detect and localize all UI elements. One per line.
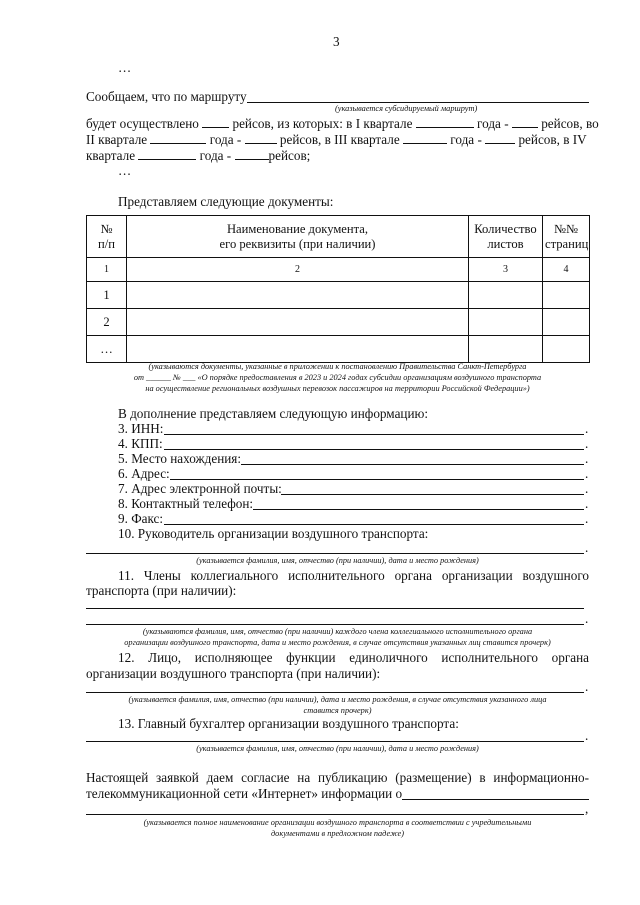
field-end-dot: . xyxy=(585,436,589,451)
fax-label: 9. Факс: xyxy=(118,511,164,526)
q3-flights-blank[interactable] xyxy=(485,131,515,144)
accountant-label: 13. Главный бухгалтер организации воздушного транспорта: xyxy=(118,716,459,731)
header-sheet-count: Количество листов xyxy=(469,216,543,258)
head-caption: (указывается фамилия, имя, отчество (при наличии), дата и место рождения) xyxy=(196,556,479,565)
page-numbers-cell[interactable] xyxy=(543,309,590,336)
sole-label-1: 12. Лицо, исполняющее функции единоличного исполнительного органа xyxy=(118,650,589,665)
consent-caption-2: документами в предложном падеже) xyxy=(270,829,405,838)
field-end-dot: . xyxy=(585,679,589,694)
sole-label-2: организации воздушного транспорта (при наличии): xyxy=(86,666,381,681)
board-input-line-2[interactable] xyxy=(86,624,584,625)
consent-line-2: телекоммуникационной сети «Интернет» информации о xyxy=(86,786,403,801)
fax-input-line[interactable] xyxy=(164,524,584,525)
field-end-dot: . xyxy=(585,511,589,526)
q2-flights-blank[interactable] xyxy=(245,131,277,144)
table-header-row xyxy=(87,216,590,258)
board-caption-1: (указываются фамилия, имя, отчество (при наличии) каждого члена коллегиального исполнительного органа xyxy=(142,627,533,636)
field-end-dot: . xyxy=(585,421,589,436)
flights-total-blank[interactable] xyxy=(202,115,229,128)
kpp-label: 4. КПП: xyxy=(118,436,163,451)
documents-caption-3: на осуществление региональных воздушных перевозок пассажиров на территории Российской Федерации») xyxy=(145,384,530,393)
col-number: 2 xyxy=(127,258,469,282)
row-number: 1 xyxy=(87,282,127,309)
page-number: 3 xyxy=(333,34,340,49)
field-end-dot: . xyxy=(585,540,589,555)
field-end-dot: . xyxy=(585,728,589,743)
sole-caption-1: (указывается фамилия, имя, отчество (при наличии), дата и место рождения, в случае отсутствия указанного лица xyxy=(128,695,547,704)
address-input-line[interactable] xyxy=(170,479,584,480)
header-document-name: Наименование документа, его реквизиты (при наличии) xyxy=(127,216,469,258)
inn-input-line[interactable] xyxy=(164,434,584,435)
email-input-line[interactable] xyxy=(281,494,584,495)
q3-year-blank[interactable] xyxy=(403,131,447,144)
col-number: 4 xyxy=(543,258,590,282)
ellipsis-flights: … xyxy=(118,163,132,178)
consent-input-line-2[interactable] xyxy=(86,814,584,815)
board-caption-2: организации воздушного транспорта, дата и место рождения, в случае отсутствия указанных лиц ставится прочерк) xyxy=(124,638,551,647)
document-name-cell[interactable] xyxy=(127,282,469,309)
field-end-dot: . xyxy=(585,611,589,626)
field-end-dot: . xyxy=(585,481,589,496)
row-number: 2 xyxy=(87,309,127,336)
consent-input-line-1[interactable] xyxy=(402,799,589,800)
info-intro: В дополнение представляем следующую информацию: xyxy=(118,406,429,421)
route-label: Сообщаем, что по маршруту xyxy=(86,89,247,104)
documents-intro: Представляем следующие документы: xyxy=(118,194,334,209)
accountant-caption: (указывается фамилия, имя, отчество (при наличии), дата и место рождения) xyxy=(196,744,479,753)
row-number: … xyxy=(87,336,127,363)
field-end-dot: . xyxy=(585,451,589,466)
board-label-1: 11. Члены коллегиального исполнительного органа организации воздушного xyxy=(118,568,589,583)
head-input-line[interactable] xyxy=(86,553,584,554)
phone-input-line[interactable] xyxy=(253,509,584,510)
phone-label: 8. Контактный телефон: xyxy=(118,496,254,511)
q4-flights-blank[interactable] xyxy=(235,147,269,160)
table-row xyxy=(87,309,590,336)
board-input-line-1[interactable] xyxy=(86,608,584,609)
location-input-line[interactable] xyxy=(241,464,584,465)
sheet-count-cell[interactable] xyxy=(469,282,543,309)
document-name-cell[interactable] xyxy=(127,309,469,336)
page-numbers-cell[interactable] xyxy=(543,336,590,363)
field-end-dot: . xyxy=(585,496,589,511)
documents-caption-2: от ______ № ___ «О порядке предоставления в 2023 и 2024 годах субсидии организациям воздушного транспорта xyxy=(133,373,542,382)
route-input-line[interactable] xyxy=(247,102,589,103)
q1-year-blank[interactable] xyxy=(416,115,474,128)
q4-year-blank[interactable] xyxy=(138,147,196,160)
page-numbers-cell[interactable] xyxy=(543,282,590,309)
sheet-count-cell[interactable] xyxy=(469,336,543,363)
sheet-count-cell[interactable] xyxy=(469,309,543,336)
table-row xyxy=(87,282,590,309)
board-label-2: транспорта (при наличии): xyxy=(86,583,237,598)
address-label: 6. Адрес: xyxy=(118,466,170,481)
route-caption: (указывается субсидируемый маршрут) xyxy=(335,104,478,113)
col-number: 3 xyxy=(469,258,543,282)
field-end-comma: , xyxy=(585,801,589,816)
head-label: 10. Руководитель организации воздушного транспорта: xyxy=(118,526,429,541)
q2-year-blank[interactable] xyxy=(150,131,206,144)
ellipsis-top: … xyxy=(118,60,132,75)
col-number: 1 xyxy=(87,258,127,282)
header-number: № п/п xyxy=(87,216,127,258)
header-page-numbers: №№ страниц xyxy=(543,216,590,258)
sole-input-line[interactable] xyxy=(86,692,584,693)
field-end-dot: . xyxy=(585,466,589,481)
q1-flights-blank[interactable] xyxy=(512,115,538,128)
flights-line-3: квартале года - рейсов; xyxy=(86,148,311,163)
table-column-numbers-row xyxy=(87,258,590,282)
flights-line-2: II квартале года - рейсов, в III квартале года - рейсов, в IV xyxy=(86,132,587,147)
kpp-input-line[interactable] xyxy=(164,449,584,450)
email-label: 7. Адрес электронной почты: xyxy=(118,481,282,496)
consent-caption-1: (указывается полное наименование организации воздушного транспорта в соответствии с учредительными xyxy=(143,818,532,827)
location-label: 5. Место нахождения: xyxy=(118,451,242,466)
consent-line-1: Настоящей заявкой даем согласие на публикацию (размещение) в информационно- xyxy=(86,770,589,785)
documents-table xyxy=(86,215,590,363)
table-row xyxy=(87,336,590,363)
sole-caption-2: ставится прочерк) xyxy=(303,706,372,715)
inn-label: 3. ИНН: xyxy=(118,421,164,436)
documents-caption-1: (указываются документы, указанные в приложении к постановлению Правительства Санкт-Петербурга xyxy=(148,362,527,371)
accountant-input-line[interactable] xyxy=(86,741,584,742)
document-name-cell[interactable] xyxy=(127,336,469,363)
flights-line-1: будет осуществлено рейсов, из которых: в I квартале года - рейсов, во xyxy=(86,116,599,131)
